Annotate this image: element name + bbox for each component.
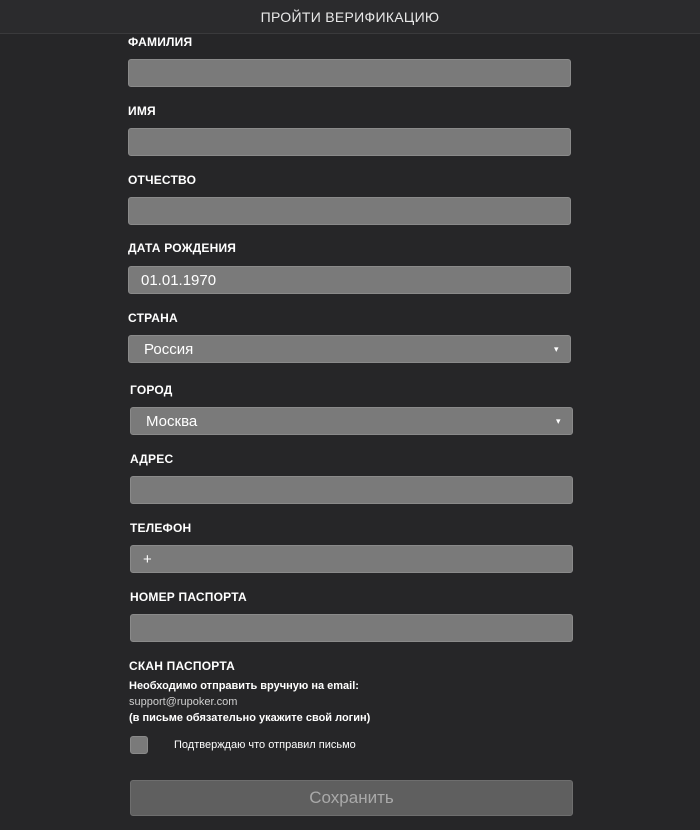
city-label: ГОРОД (130, 383, 173, 397)
country-select[interactable] (128, 335, 571, 363)
confirm-label[interactable]: Подтверждаю что отправил письмо (174, 739, 356, 751)
scan-instruction-text: Необходимо отправить вручную на email: (129, 680, 359, 692)
chevron-down-icon: ▾ (554, 343, 559, 354)
birth-date-label: ДАТА РОЖДЕНИЯ (128, 241, 237, 255)
city-value: Москва (146, 412, 198, 430)
patronymic-input[interactable] (128, 197, 571, 225)
phone-input[interactable] (130, 545, 573, 573)
scan-instructions (129, 678, 370, 726)
birth-date-value: 01.01.1970 (141, 271, 217, 289)
birth-date-input[interactable] (128, 266, 571, 294)
surname-label: ФАМИЛИЯ (128, 35, 193, 49)
page-title: ПРОЙТИ ВЕРИФИКАЦИЮ (0, 0, 700, 34)
country-value: Россия (144, 340, 194, 358)
scan-hint-text: (в письме обязательно укажите свой логин) (129, 712, 371, 724)
passport-input[interactable] (130, 614, 573, 642)
surname-input[interactable] (128, 59, 571, 87)
address-label: АДРЕС (130, 452, 174, 466)
confirm-checkbox[interactable] (130, 736, 148, 754)
patronymic-label: ОТЧЕСТВО (128, 173, 197, 187)
city-select[interactable] (130, 407, 573, 435)
passport-label: НОМЕР ПАСПОРТА (130, 590, 247, 604)
name-label: ИМЯ (128, 104, 156, 118)
phone-value: + (143, 550, 152, 568)
save-button[interactable]: Сохранить (130, 780, 573, 816)
country-label: СТРАНА (128, 311, 178, 325)
phone-label: ТЕЛЕФОН (130, 521, 192, 535)
scan-label: СКАН ПАСПОРТА (129, 659, 235, 673)
name-input[interactable] (128, 128, 571, 156)
address-input[interactable] (130, 476, 573, 504)
support-email[interactable]: support@rupoker.com (129, 696, 238, 708)
chevron-down-icon: ▾ (556, 415, 561, 426)
